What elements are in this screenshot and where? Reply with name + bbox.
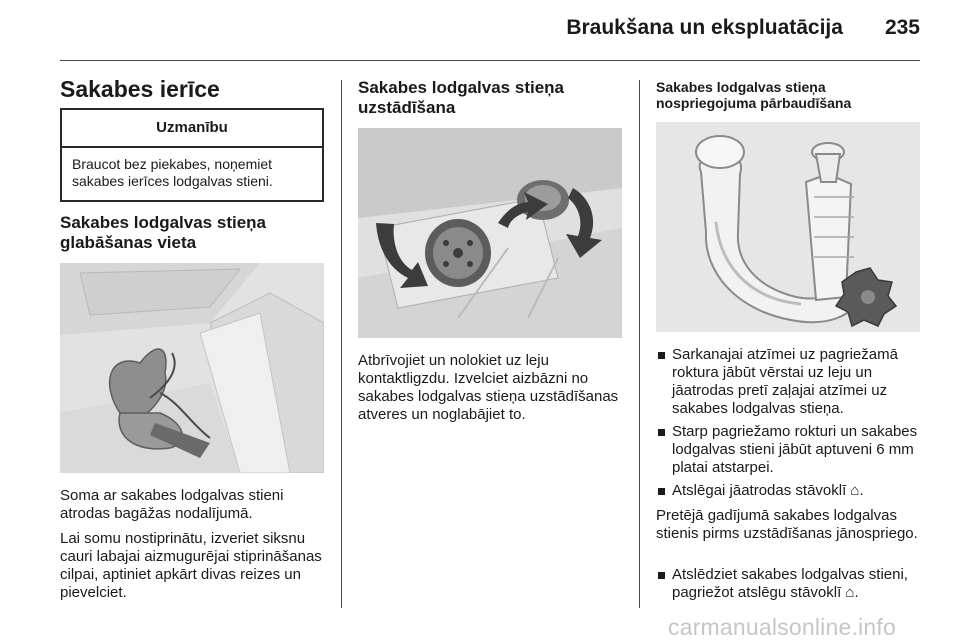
bullet-text: Starp pagriežamo rokturi un sakabes lodgalvas stieni jābūt aptuveni 6 mm platai atstarpei. <box>672 423 918 476</box>
installation-figure <box>358 128 622 338</box>
strap-instructions: Lai somu nostiprinātu, izveriet siksnu cauri labajai aizmugurējai stiprināšanas cilpai, aptiniet apkārt divas reizes un pievelciet. <box>60 530 322 601</box>
bullet-item <box>656 423 920 477</box>
column-divider-2 <box>639 80 640 608</box>
caution-heading: Uzmanību <box>62 110 322 148</box>
storage-bag-figure <box>60 263 324 473</box>
tow-bar-illustration <box>656 122 920 332</box>
bullet-square-icon <box>658 572 665 579</box>
unlock-bullets <box>656 566 920 607</box>
bullet-text: Sarkanajai atzīmei uz pagriežamā roktura jābūt vērstai uz leju un jāatrodas pretī zaļajai atzīmei uz sakabes lodgalvas stieņa. <box>672 346 898 417</box>
tension-check-subheading: Sakabes lodgalvas stieņa nospriegojuma pārbaudīšana <box>656 79 852 111</box>
bullet-square-icon <box>658 352 665 359</box>
bullet-square-icon <box>658 429 665 436</box>
storage-subheading: Sakabes lodgalvas stieņa glabāšanas vieta <box>60 213 266 252</box>
header-rule <box>60 60 920 61</box>
caution-text: Braucot bez piekabes, noņemiet sakabes ierīces lodgalvas stieni. <box>72 156 273 189</box>
chapter-title: Braukšana un ekspluatācija <box>566 16 843 39</box>
bullet-square-icon <box>658 488 665 495</box>
bullet-item <box>656 482 920 500</box>
retension-note: Pretējā gadījumā sakabes lodgalvas stienis pirms uzstādīšanas jānospriego. <box>656 507 918 542</box>
watermark: carmanualsonline.info <box>668 614 896 640</box>
tension-check-figure <box>656 122 920 332</box>
trunk-bag-illustration <box>60 263 324 473</box>
bullet-text: Atslēdziet sakabes lodgalvas stieni, pagriežot atslēgu stāvoklī ⌂. <box>672 566 908 601</box>
bullet-item <box>656 346 920 418</box>
page-number: 235 <box>884 16 920 39</box>
section-title: Sakabes ierīce <box>60 76 220 102</box>
bullet-item <box>656 566 920 602</box>
bullet-text: Atslēgai jāatrodas stāvoklī ⌂. <box>672 482 864 499</box>
installation-instructions: Atbrīvojiet un nolokiet uz leju kontaktligzdu. Izvelciet aizbāzni no sakabes lodgalvas stieņa uzstādīšanas atveres un noglabājiet to. <box>358 352 619 423</box>
tension-check-bullets <box>656 346 920 505</box>
column-divider-1 <box>341 80 342 608</box>
storage-caption: Soma ar sakabes lodgalvas stieni atrodas bagāžas nodalījumā. <box>60 487 284 522</box>
installation-subheading: Sakabes lodgalvas stieņa uzstādīšana <box>358 78 564 117</box>
socket-illustration <box>358 128 622 338</box>
running-header <box>560 16 920 40</box>
caution-box <box>60 108 324 202</box>
